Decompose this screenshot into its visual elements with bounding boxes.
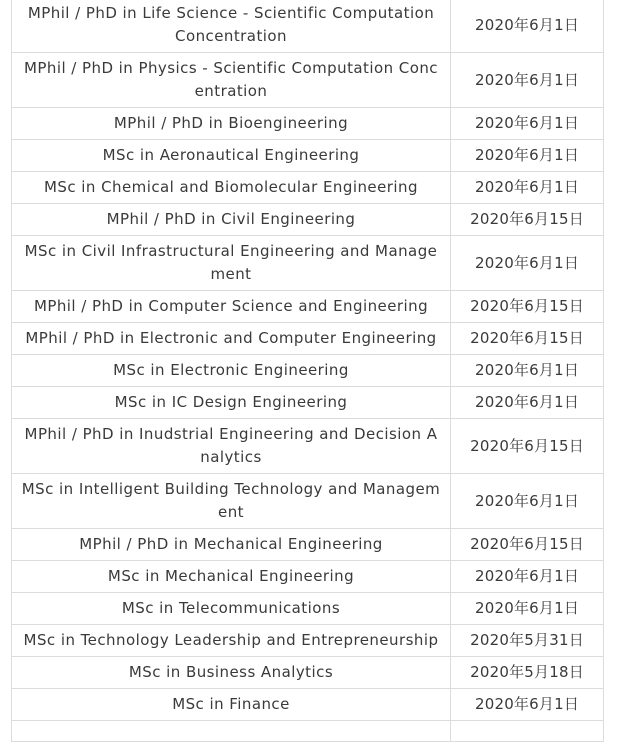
deadline-cell: 2020年6月1日 — [451, 53, 604, 108]
deadline-cell: 2020年6月1日 — [451, 689, 604, 721]
table-row — [12, 657, 604, 689]
deadline-cell: 2020年6月15日 — [451, 323, 604, 355]
program-name-cell: MSc in Business Analytics — [12, 657, 451, 689]
program-name-cell: MSc in Finance — [12, 689, 451, 721]
program-name-cell: MPhil / PhD in Physics - Scientific Computation Concentration — [12, 53, 451, 108]
program-name-cell: MSc in Aeronautical Engineering — [12, 140, 451, 172]
program-name-cell: MSc in IC Design Engineering — [12, 387, 451, 419]
program-name-cell: MSc in Chemical and Biomolecular Engineering — [12, 172, 451, 204]
program-name-cell: MSc in Civil Infrastructural Engineering and Management — [12, 236, 451, 291]
deadline-cell: 2020年6月15日 — [451, 291, 604, 323]
table-row — [12, 204, 604, 236]
program-name-cell: MPhil / PhD in Bioengineering — [12, 108, 451, 140]
table-row — [12, 529, 604, 561]
program-name-cell: MSc in Technology Leadership and Entrepreneurship — [12, 625, 451, 657]
table-row — [12, 474, 604, 529]
table-row — [12, 236, 604, 291]
deadline-cell: 2020年6月15日 — [451, 204, 604, 236]
table-row — [12, 291, 604, 323]
table-row — [12, 108, 604, 140]
programs-table-container — [11, 0, 603, 742]
deadline-cell — [451, 721, 604, 742]
program-name-cell: MSc in Electronic Engineering — [12, 355, 451, 387]
table-row — [12, 172, 604, 204]
deadline-cell: 2020年6月1日 — [451, 355, 604, 387]
deadline-cell: 2020年6月1日 — [451, 108, 604, 140]
deadline-cell: 2020年6月1日 — [451, 236, 604, 291]
deadline-cell: 2020年5月18日 — [451, 657, 604, 689]
program-name-cell: MPhil / PhD in Computer Science and Engineering — [12, 291, 451, 323]
table-row — [12, 140, 604, 172]
deadline-cell: 2020年6月1日 — [451, 561, 604, 593]
deadline-cell: 2020年5月31日 — [451, 625, 604, 657]
table-row — [12, 625, 604, 657]
table-row — [12, 689, 604, 721]
program-name-cell: MPhil / PhD in Civil Engineering — [12, 204, 451, 236]
deadline-cell: 2020年6月1日 — [451, 593, 604, 625]
program-name-cell: MPhil / PhD in Life Science - Scientific Computation Concentration — [12, 0, 451, 53]
program-name-cell: MPhil / PhD in Mechanical Engineering — [12, 529, 451, 561]
table-row-partial — [12, 721, 604, 742]
table-row — [12, 387, 604, 419]
deadline-cell: 2020年6月1日 — [451, 474, 604, 529]
program-name-cell: MPhil / PhD in Inudstrial Engineering and Decision Analytics — [12, 419, 451, 474]
deadline-cell: 2020年6月15日 — [451, 419, 604, 474]
deadline-cell: 2020年6月1日 — [451, 172, 604, 204]
program-name-cell: MSc in Telecommunications — [12, 593, 451, 625]
programs-table — [11, 0, 604, 742]
deadline-cell: 2020年6月1日 — [451, 140, 604, 172]
table-row — [12, 419, 604, 474]
table-row — [12, 323, 604, 355]
table-row — [12, 593, 604, 625]
table-row — [12, 0, 604, 53]
table-row — [12, 561, 604, 593]
program-name-cell: MSc in Mechanical Engineering — [12, 561, 451, 593]
deadline-cell: 2020年6月1日 — [451, 387, 604, 419]
program-name-cell: MPhil / PhD in Electronic and Computer Engineering — [12, 323, 451, 355]
table-row — [12, 355, 604, 387]
program-name-cell — [12, 721, 451, 742]
deadline-cell: 2020年6月1日 — [451, 0, 604, 53]
program-name-cell: MSc in Intelligent Building Technology and Management — [12, 474, 451, 529]
deadline-cell: 2020年6月15日 — [451, 529, 604, 561]
table-row — [12, 53, 604, 108]
